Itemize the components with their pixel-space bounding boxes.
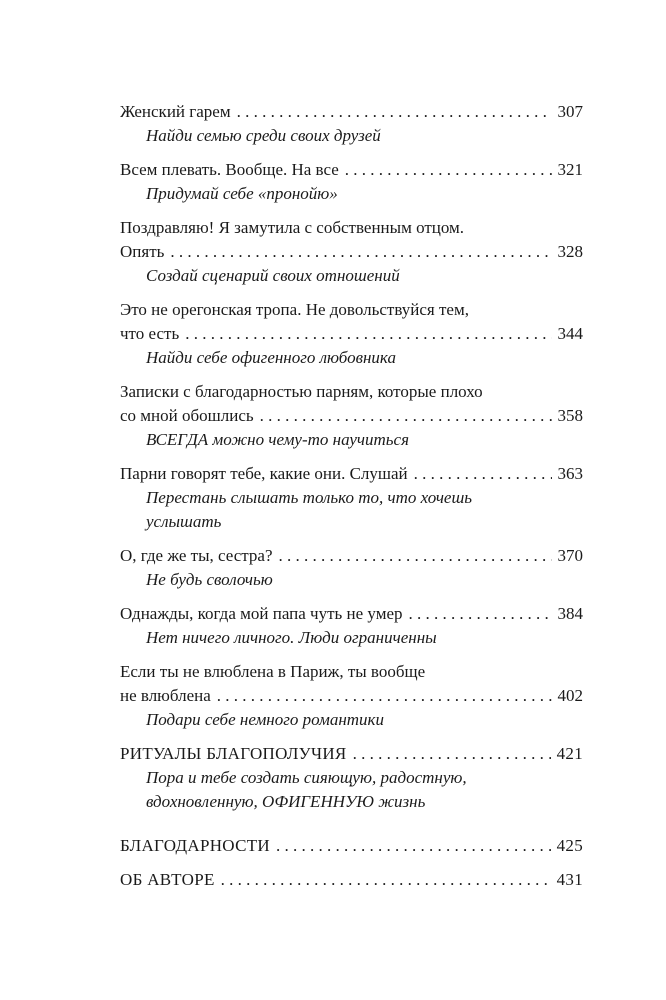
toc-entry-title: что есть (120, 324, 180, 343)
toc-page-number: 425 (556, 836, 583, 855)
toc-entry-subtitle: ВСЕГДА можно чему-то научиться (146, 430, 409, 449)
dot-leader (409, 602, 552, 626)
toc-page-number: 307 (557, 102, 583, 121)
toc-entry-oregonskaya-tropa[interactable] (120, 298, 583, 370)
dot-leader (170, 240, 551, 264)
toc-entry-zapiski[interactable] (120, 380, 583, 452)
dot-leader (237, 100, 552, 124)
dot-leader (345, 158, 552, 182)
toc-page-number: 421 (556, 744, 583, 763)
toc-page-number: 431 (556, 870, 583, 889)
dot-leader (260, 404, 552, 428)
toc-entry-ob-avtore[interactable] (120, 868, 583, 892)
toc-entry-subtitle: Найди себе офигенного любовника (146, 348, 396, 367)
toc-entry-pozdravlyayu[interactable] (120, 216, 583, 288)
toc-entry-title-line: Если ты не влюблена в Париж, ты вообще (120, 662, 426, 681)
toc-entry-title: РИТУАЛЫ БЛАГОПОЛУЧИЯ (120, 744, 347, 763)
toc-entry-title-line (120, 158, 583, 182)
toc-entry-title: со мной обошлись (120, 406, 254, 425)
toc-page-number: 344 (557, 324, 583, 343)
toc-entry-title: Парни говорят тебе, какие они. Слушай (120, 464, 408, 483)
toc-entry-title: Однажды, когда мой папа чуть не умер (120, 604, 403, 623)
table-of-contents (120, 100, 583, 902)
toc-page-number: 321 (557, 160, 583, 179)
toc-entry-subtitle: Подари себе немного романтики (146, 710, 384, 729)
toc-entry-title: не влюблена (120, 686, 211, 705)
toc-entry-title: Женский гарем (120, 102, 231, 121)
toc-page-number: 402 (557, 686, 583, 705)
toc-entry-title-line: Записки с благодарностью парням, которые плохо (120, 382, 483, 401)
toc-entry-title-line (120, 868, 583, 892)
toc-entry-title: Опять (120, 242, 165, 261)
toc-entry-title: Всем плевать. Вообще. На все (120, 160, 339, 179)
dot-leader (353, 742, 551, 766)
toc-page-number: 363 (557, 464, 583, 483)
toc-entry-parizh[interactable] (120, 660, 583, 732)
toc-entry-subtitle: Пора и тебе создать сияющую, радостную, (146, 768, 467, 787)
toc-entry-title-line (120, 100, 583, 124)
toc-entry-zhenskiy-garem[interactable] (120, 100, 583, 148)
toc-entry-title: ОБ АВТОРЕ (120, 870, 215, 889)
dot-leader (414, 462, 552, 486)
toc-entry-title-line (120, 602, 583, 626)
toc-entry-title-line (120, 834, 583, 858)
toc-page-number: 384 (557, 604, 583, 623)
toc-entry-subtitle: Нет ничего личного. Люди ограниченны (146, 628, 437, 647)
toc-page-number: 328 (557, 242, 583, 261)
toc-entry-title-line (120, 742, 583, 766)
dot-leader (276, 834, 551, 858)
toc-entry-title-line: Это не орегонская тропа. Не довольствуйся тем, (120, 300, 469, 319)
toc-entry-title-line (120, 544, 583, 568)
toc-entry-title-line (120, 462, 583, 486)
toc-entry-title-line (120, 404, 583, 428)
toc-page-number: 358 (557, 406, 583, 425)
toc-entry-blagodarnosti[interactable] (120, 834, 583, 858)
toc-entry-vsem-plevat[interactable] (120, 158, 583, 206)
dot-leader (221, 868, 551, 892)
toc-entry-title-line (120, 684, 583, 708)
toc-entry-subtitle: услышать (146, 512, 222, 531)
toc-entry-ritualy[interactable] (120, 742, 583, 814)
dot-leader (217, 684, 552, 708)
toc-entry-subtitle: Создай сценарий своих отношений (146, 266, 400, 285)
toc-entry-title-line (120, 322, 583, 346)
toc-entry-subtitle: Найди семью среди своих друзей (146, 126, 381, 145)
dot-leader (185, 322, 551, 346)
toc-entry-parni-govoryat[interactable] (120, 462, 583, 534)
toc-entry-subtitle: вдохновленную, ОФИГЕННУЮ жизнь (146, 792, 426, 811)
toc-entry-subtitle: Не будь сволочью (146, 570, 273, 589)
toc-page-number: 370 (557, 546, 583, 565)
toc-entry-title: БЛАГОДАРНОСТИ (120, 836, 270, 855)
toc-entry-subtitle: Придумай себе «пронойю» (146, 184, 338, 203)
toc-entry-title-line: Поздравляю! Я замутила с собственным отцом. (120, 218, 465, 237)
toc-entry-title-line (120, 240, 583, 264)
toc-entry-gde-sestra[interactable] (120, 544, 583, 592)
toc-entry-odnazhdy[interactable] (120, 602, 583, 650)
toc-entry-subtitle: Перестань слышать только то, что хочешь (146, 488, 473, 507)
dot-leader (279, 544, 552, 568)
toc-entry-title: О, где же ты, сестра? (120, 546, 273, 565)
